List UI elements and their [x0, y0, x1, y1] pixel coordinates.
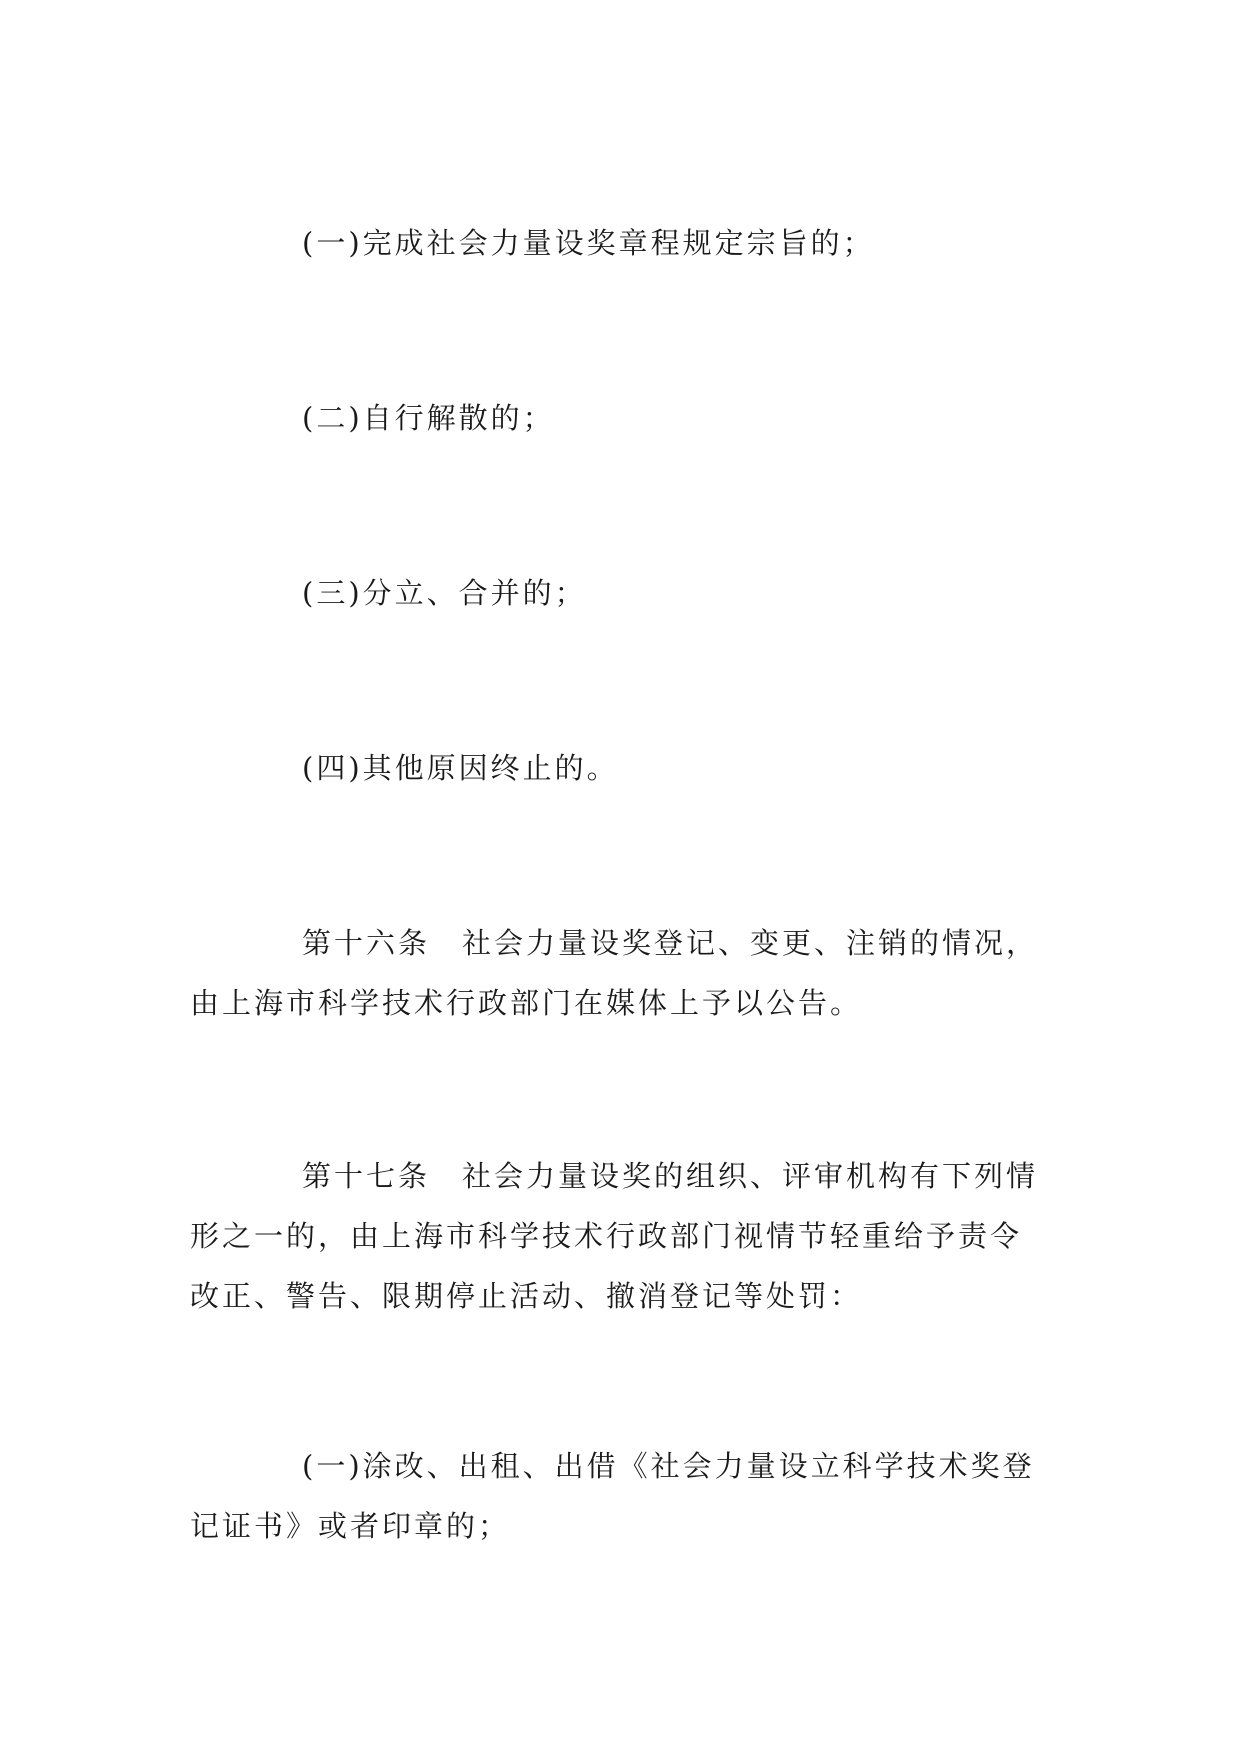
list-item: (一)完成社会力量设奖章程规定宗旨的； [302, 226, 875, 260]
article-17-item-1-line-2: 记证书》或者印章的； [190, 1509, 511, 1543]
article-17-line-1: 第十七条 社会力量设奖的组织、评审机构有下列情 [302, 1159, 1039, 1193]
list-item: (四)其他原因终止的。 [302, 751, 619, 785]
article-16-line-1: 第十六条 社会力量设奖登记、变更、注销的情况， [302, 926, 1039, 960]
list-item: (三)分立、合并的； [302, 576, 587, 610]
article-17-line-2: 形之一的，由上海市科学技术行政部门视情节轻重给予责令 [190, 1219, 1023, 1253]
article-17-item-1-line-1: (一)涂改、出租、出借《社会力量设立科学技术奖登 [302, 1449, 1035, 1483]
article-16-line-2: 由上海市科学技术行政部门在媒体上予以公告。 [190, 986, 863, 1020]
article-17-line-3: 改正、警告、限期停止活动、撤消登记等处罚： [190, 1279, 863, 1313]
list-item: (二)自行解散的； [302, 401, 555, 435]
